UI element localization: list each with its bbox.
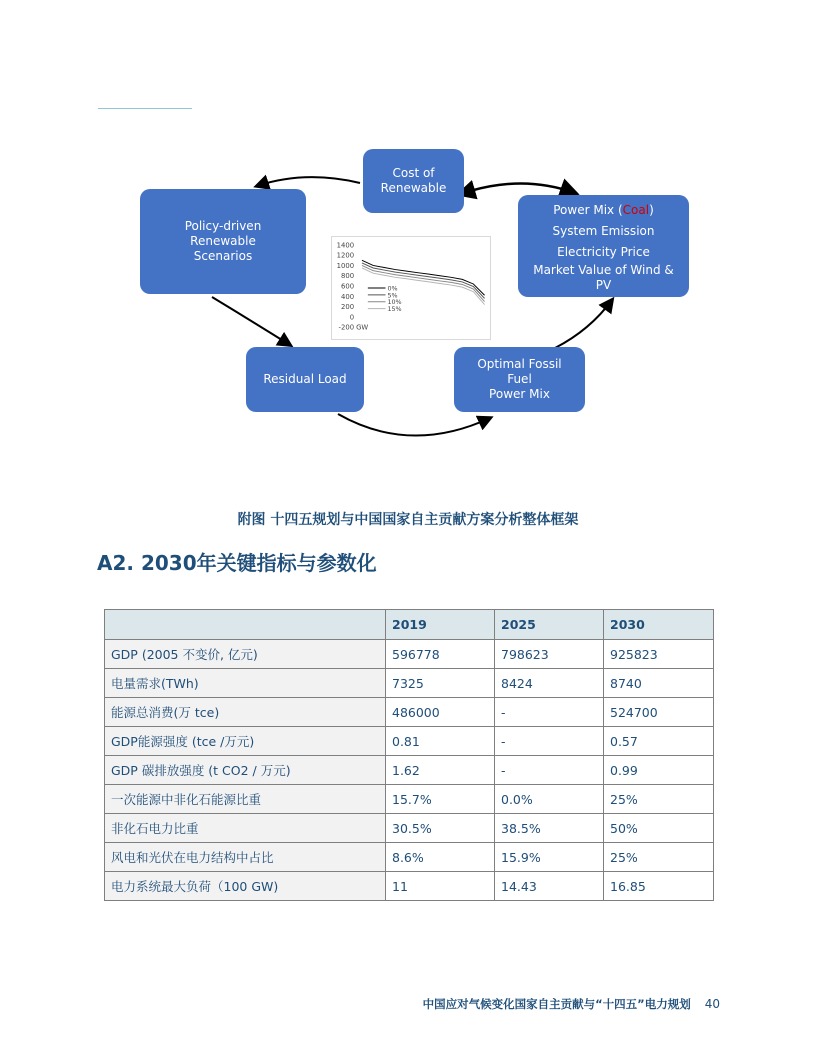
value-cell: 8740 — [604, 669, 714, 698]
value-cell: 0.57 — [604, 727, 714, 756]
value-cell: 0.0% — [495, 785, 604, 814]
y-tick-label: 800 — [341, 272, 355, 281]
power-mix-coal: Coal — [622, 202, 650, 217]
box-optimal-line-2: Power Mix — [489, 387, 550, 401]
box-powermix-line-3: Electricity Price — [557, 244, 650, 259]
table-header-cell — [105, 610, 386, 640]
series-line-0 — [362, 260, 485, 295]
box-policy-line-1: Policy-driven Renewable — [184, 219, 262, 248]
table-row — [105, 669, 714, 698]
table-row — [105, 843, 714, 872]
value-cell: 14.43 — [495, 872, 604, 901]
box-powermix-line-4: Market Value of Wind & — [533, 262, 674, 277]
arrow-policy-to-residual — [212, 297, 290, 345]
table-body — [105, 640, 714, 901]
table-row — [105, 872, 714, 901]
box-residual-load — [246, 347, 364, 412]
value-cell: 25% — [604, 785, 714, 814]
page-footer — [423, 996, 720, 1012]
power-mix-prefix: Power Mix ( — [553, 202, 623, 217]
arrow-optimal-to-powermix — [555, 300, 612, 348]
box-cost-line-1: Cost of — [392, 166, 435, 180]
arrow-residual-to-optimal — [338, 414, 490, 436]
y-tick-label: 1000 — [336, 261, 355, 270]
legend-label: 15% — [387, 305, 402, 314]
residual-load-chart-svg — [332, 237, 490, 339]
y-tick-label: 200 — [341, 303, 355, 312]
value-cell: 50% — [604, 814, 714, 843]
value-cell: 16.85 — [604, 872, 714, 901]
figure-caption: 附图 十四五规划与中国国家自主贡献方案分析整体框架 — [237, 512, 579, 528]
table-header-cell: 2019 — [386, 610, 495, 640]
row-label-cell: 电量需求(TWh) — [105, 669, 386, 698]
table-row — [105, 756, 714, 785]
row-label-cell: 电力系统最大负荷（100 GW) — [105, 872, 386, 901]
arrow-cost-to-policy — [257, 177, 360, 186]
footer-title: 中国应对气候变化国家自主贡献与“十四五”电力规划 — [422, 997, 691, 1011]
y-tick-label: 1200 — [336, 251, 355, 260]
value-cell: 38.5% — [495, 814, 604, 843]
table-header-cell: 2025 — [495, 610, 604, 640]
box-cost-of-renewable — [363, 149, 464, 213]
box-power-mix — [518, 195, 689, 297]
box-residual-line-1: Residual Load — [263, 372, 347, 386]
box-optimal-fossil — [454, 347, 585, 412]
table-header-cell: 2030 — [604, 610, 714, 640]
table-row — [105, 640, 714, 669]
value-cell: - — [495, 756, 604, 785]
row-label-cell: 一次能源中非化石能源比重 — [105, 785, 386, 814]
value-cell: 596778 — [386, 640, 495, 669]
value-cell: - — [495, 698, 604, 727]
legend-label: 10% — [387, 298, 402, 307]
row-label-cell: 能源总消费(万 tce) — [105, 698, 386, 727]
value-cell: 1.62 — [386, 756, 495, 785]
table-row — [105, 698, 714, 727]
indicator-table — [104, 609, 714, 901]
box-powermix-line-1 — [553, 200, 654, 221]
y-tick-label: 0 — [349, 313, 355, 322]
row-label-cell: GDP (2005 不变价, 亿元) — [105, 640, 386, 669]
power-mix-suffix: ) — [649, 202, 654, 217]
framework-diagram — [0, 0, 816, 460]
value-cell: 925823 — [604, 640, 714, 669]
value-cell: 25% — [604, 843, 714, 872]
row-label-cell: 非化石电力比重 — [105, 814, 386, 843]
page-number: 40 — [704, 997, 720, 1011]
box-cost-line-2: Renewable — [380, 181, 447, 195]
row-label-cell: GDP能源强度 (tce /万元) — [105, 727, 386, 756]
legend-label: 5% — [387, 291, 398, 300]
arrow-cost-powermix — [470, 183, 575, 193]
value-cell: 11 — [386, 872, 495, 901]
value-cell: 524700 — [604, 698, 714, 727]
value-cell: 0.99 — [604, 756, 714, 785]
value-cell: 8424 — [495, 669, 604, 698]
value-cell: 7325 — [386, 669, 495, 698]
value-cell: 8.6% — [386, 843, 495, 872]
section-title: A2. 2030年关键指标与参数化 — [97, 551, 377, 575]
y-tick-label: 400 — [341, 292, 355, 301]
row-label-cell: 风电和光伏在电力结构中占比 — [105, 843, 386, 872]
table-row — [105, 785, 714, 814]
value-cell: 30.5% — [386, 814, 495, 843]
diagram-arrows — [0, 0, 816, 460]
row-label-cell: GDP 碳排放强度 (t CO2 / 万元) — [105, 756, 386, 785]
value-cell: 798623 — [495, 640, 604, 669]
box-optimal-line-1: Optimal Fossil Fuel — [477, 357, 562, 386]
box-powermix-line-5: PV — [595, 277, 612, 292]
x-unit-label: GW — [356, 323, 369, 332]
y-tick-label: 1400 — [336, 241, 355, 250]
table-row — [105, 814, 714, 843]
box-policy-line-2: Scenarios — [193, 249, 253, 263]
legend-label: 0% — [387, 284, 398, 293]
residual-load-chart — [331, 236, 491, 340]
y-tick-label: -200 — [338, 323, 355, 332]
value-cell: 0.81 — [386, 727, 495, 756]
value-cell: 486000 — [386, 698, 495, 727]
table-row — [105, 727, 714, 756]
box-powermix-line-2: System Emission — [552, 223, 655, 238]
y-tick-label: 600 — [341, 282, 355, 291]
value-cell: 15.9% — [495, 843, 604, 872]
table-header-row — [105, 610, 714, 640]
value-cell: - — [495, 727, 604, 756]
box-policy-scenarios — [140, 189, 306, 294]
value-cell: 15.7% — [386, 785, 495, 814]
